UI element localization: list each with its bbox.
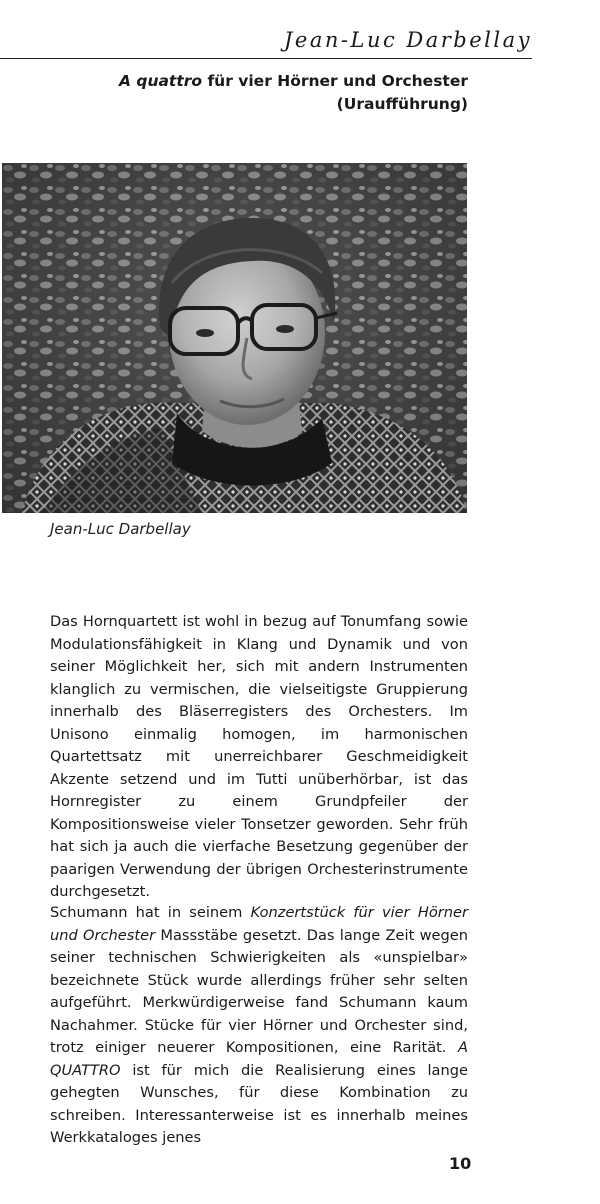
para2-text-a: Schumann hat in seinem xyxy=(50,904,251,921)
body-paragraph-1: Das Hornquartett ist wohl in bezug auf Tonumfang sowie Modulationsfähigkeit in Klang und Dynamik und von seiner Möglichkeit her, sich mit andern Instrumenten klanglich zu vermischen, die vielseitigste Gruppierung innerhalb des Bläserregisters des Orchesters. Im Unisono einmalig homogen, im harmonischen Quartettsatz mit unerreichbarer Geschmeidigkeit Akzente setzend und im Tutti unüberhörbar, ist das Hornregister zu einem Grundpfeiler der Kompositionsweise vieler Tonsetzer geworden. Sehr früh hat sich ja auch die vierfache Besetzung gegenüber der paarigen Verwendung der übrigen Orchesterinstrumente durchgesetzt. xyxy=(50,613,468,900)
header-rule xyxy=(0,58,532,59)
para2-work-title: Konzertstück für vier Hörner und Orchester xyxy=(50,904,468,944)
work-premiere-note: (Uraufführung) xyxy=(336,95,468,113)
portrait-photo xyxy=(2,163,467,513)
work-title-italic: A quattro xyxy=(118,72,203,90)
photo-caption: Jean-Luc Darbellay xyxy=(50,520,191,538)
portrait-illustration xyxy=(2,163,467,513)
body-paragraph-2 xyxy=(50,902,468,1150)
work-title-rest: für vier Hörner und Orchester xyxy=(202,72,468,90)
running-header-author: Jean-Luc Darbellay xyxy=(284,28,532,52)
para2-a-quattro: A QUATTRO xyxy=(50,1039,468,1079)
work-title xyxy=(48,70,468,116)
page-number: 10 xyxy=(449,1154,472,1173)
para2-text-e: ist für mich die Realisierung eines lange gehegten Wunsches, für diese Kombination zu schreiben. Interessanterweise ist es innerhalb meines Werkkataloges jenes xyxy=(50,1061,468,1146)
para2-text-c: Massstäbe gesetzt. Das lange Zeit wegen seiner technischen Schwierigkeiten als «unspielbar» bezeichnete Stück wurde allerdings früher sehr selten aufgeführt. Merkwürdigerweise fand Schumann kaum Nachahmer. Stücke für vier Hörner und Orchester sind, trotz einiger neuerer Kompositionen, eine Rarität. xyxy=(50,926,468,1056)
